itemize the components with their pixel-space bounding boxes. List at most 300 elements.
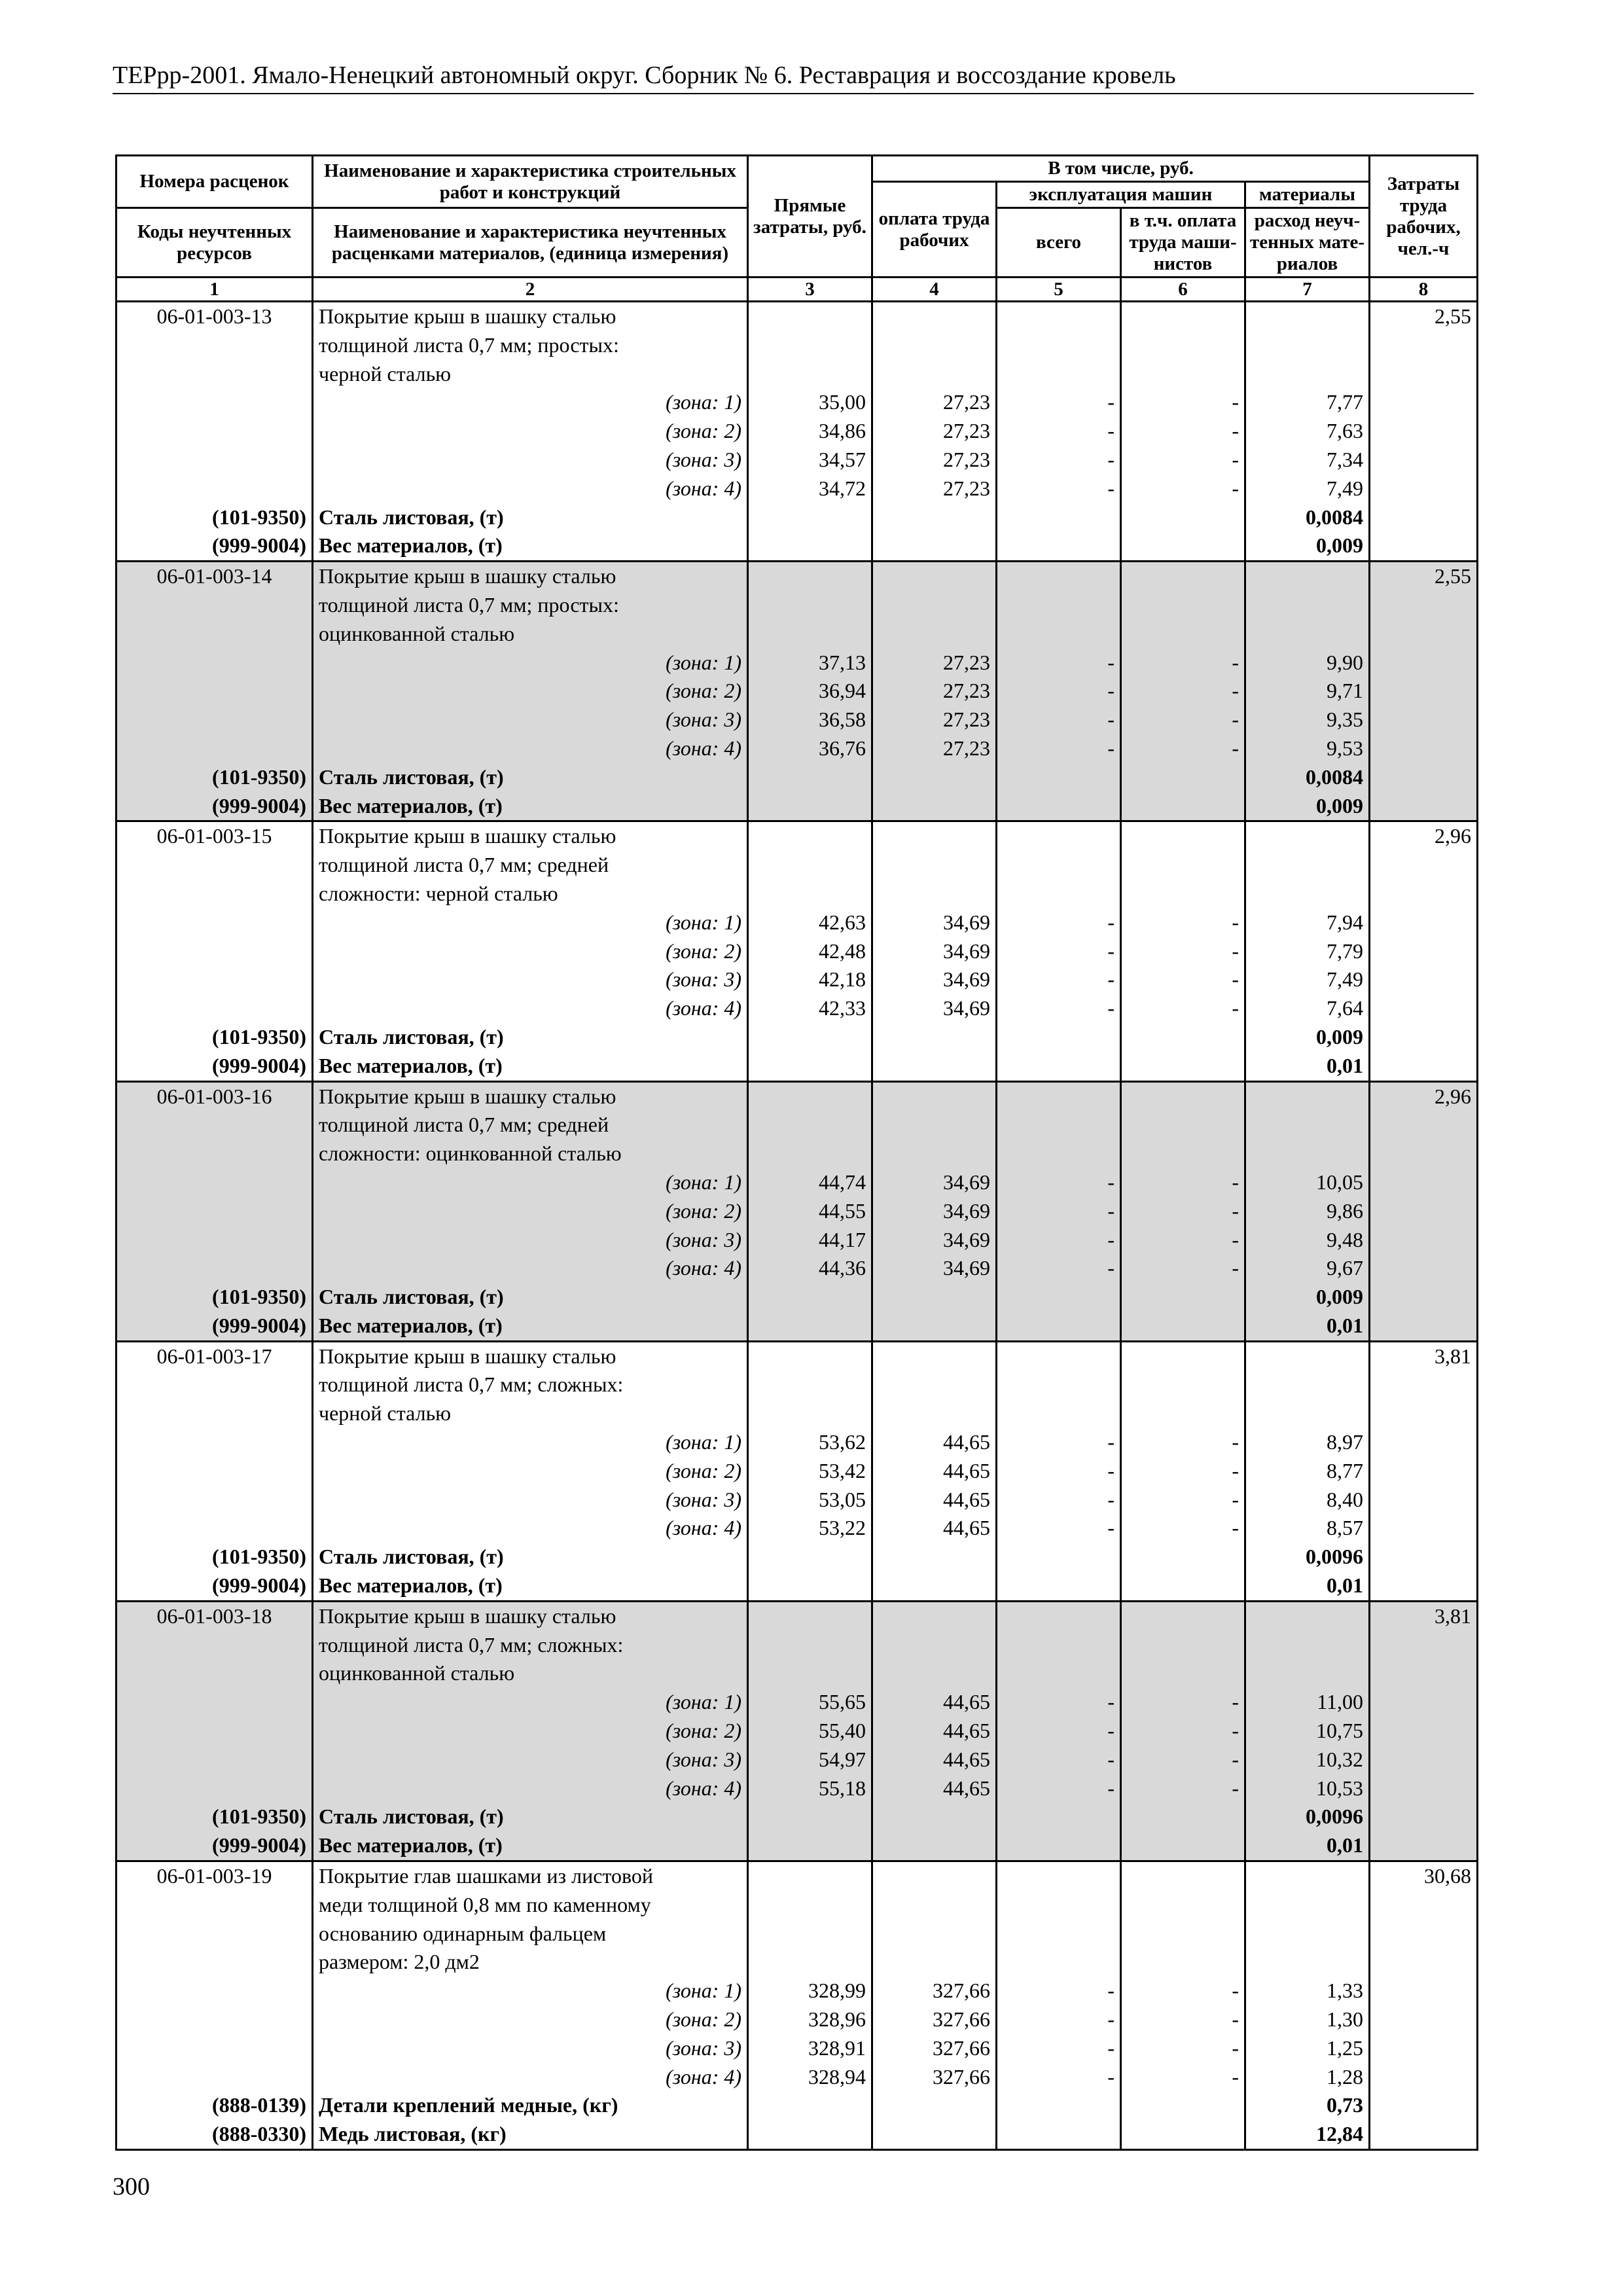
zone-label: (зона: 2) <box>313 417 748 446</box>
table-row <box>116 1052 1478 1081</box>
table-row <box>116 1948 1478 1977</box>
zone-label: (зона: 3) <box>313 1226 748 1255</box>
wages-cost: 34,69 <box>872 965 997 994</box>
table-row <box>116 446 1478 475</box>
wages-cost: 27,23 <box>872 475 997 503</box>
labor-cost: 2,96 <box>1370 1081 1478 1111</box>
empty-cell <box>116 1977 313 2005</box>
rate-code: 06-01-003-18 <box>116 1601 313 1630</box>
machines-cost: - <box>997 649 1121 677</box>
empty-cell <box>872 331 997 360</box>
materials-cost: 7,49 <box>1245 475 1370 503</box>
empty-cell <box>872 1631 997 1660</box>
header-kody: Коды неучтенных ресурсов <box>116 208 313 278</box>
table-row <box>116 1023 1478 1052</box>
materials-cost: 1,33 <box>1245 1977 1370 2005</box>
empty-cell <box>997 1659 1121 1688</box>
rate-code: 06-01-003-19 <box>116 1861 313 1891</box>
labor-cost <box>1370 1948 1478 1977</box>
column-number: 6 <box>1121 278 1245 302</box>
machines-cost: - <box>997 2063 1121 2092</box>
resource-amount: 0,01 <box>1245 1571 1370 1601</box>
table-row <box>116 1139 1478 1168</box>
machines-cost: - <box>997 2005 1121 2034</box>
empty-cell <box>1121 591 1245 620</box>
table-row <box>116 994 1478 1023</box>
rate-description-line: основанию одинарным фальцем <box>313 1920 748 1948</box>
empty-cell <box>872 792 997 821</box>
empty-cell <box>1370 1226 1478 1255</box>
empty-cell <box>748 1371 872 1399</box>
empty-cell <box>116 994 313 1023</box>
header-naim-materials: Наименование и характеристика неучтенных расценками материалов, (единица измерения) <box>313 208 748 278</box>
empty-cell <box>748 1571 872 1601</box>
empty-cell <box>1370 763 1478 792</box>
empty-cell <box>997 1920 1121 1948</box>
empty-cell <box>748 821 872 851</box>
machinist-cost: - <box>1121 1428 1245 1457</box>
empty-cell <box>116 1688 313 1717</box>
wages-cost: 27,23 <box>872 388 997 417</box>
machinist-cost: - <box>1121 417 1245 446</box>
empty-cell <box>1121 1803 1245 1831</box>
rate-description-line: оцинкованной сталью <box>313 1659 748 1688</box>
materials-cost: 10,32 <box>1245 1746 1370 1774</box>
resource-amount: 0,0084 <box>1245 503 1370 532</box>
empty-cell <box>1121 1601 1245 1630</box>
materials-cost: 7,49 <box>1245 965 1370 994</box>
machines-cost: - <box>997 1168 1121 1197</box>
zone-label: (зона: 2) <box>313 937 748 966</box>
zone-label: (зона: 2) <box>313 677 748 706</box>
rate-description-line: черной сталью <box>313 360 748 389</box>
rate-code <box>116 1920 313 1948</box>
resource-name: Детали креплений медные, (кг) <box>313 2091 748 2120</box>
empty-cell <box>872 1571 997 1601</box>
table-row <box>116 1457 1478 1486</box>
empty-cell <box>1245 1399 1370 1428</box>
direct-cost: 36,76 <box>748 734 872 763</box>
labor-cost: 2,55 <box>1370 562 1478 591</box>
empty-cell <box>116 1514 313 1543</box>
zone-label: (зона: 1) <box>313 649 748 677</box>
materials-cost: 7,64 <box>1245 994 1370 1023</box>
empty-cell <box>116 937 313 966</box>
empty-cell <box>872 302 997 331</box>
empty-cell <box>1121 821 1245 851</box>
empty-cell <box>1245 880 1370 908</box>
empty-cell <box>1370 2091 1478 2120</box>
rate-code <box>116 851 313 880</box>
empty-cell <box>997 1139 1121 1168</box>
empty-cell <box>997 851 1121 880</box>
zone-label: (зона: 1) <box>313 1688 748 1717</box>
materials-cost: 7,63 <box>1245 417 1370 446</box>
empty-cell <box>116 965 313 994</box>
empty-cell <box>748 1948 872 1977</box>
empty-cell <box>872 1052 997 1081</box>
table-row <box>116 531 1478 561</box>
table-row <box>116 417 1478 446</box>
table-row <box>116 1341 1478 1371</box>
empty-cell <box>997 503 1121 532</box>
empty-cell <box>872 1081 997 1111</box>
rate-description-line: толщиной листа 0,7 мм; простых: <box>313 331 748 360</box>
wages-cost: 34,69 <box>872 1197 997 1226</box>
empty-cell <box>872 880 997 908</box>
resource-name: Вес материалов, (т) <box>313 531 748 561</box>
column-number: 8 <box>1370 278 1478 302</box>
table-row <box>116 1428 1478 1457</box>
empty-cell <box>872 1831 997 1861</box>
empty-cell <box>748 503 872 532</box>
zone-label: (зона: 3) <box>313 1486 748 1515</box>
empty-cell <box>1121 763 1245 792</box>
empty-cell <box>1370 446 1478 475</box>
empty-cell <box>997 1831 1121 1861</box>
empty-cell <box>1245 1861 1370 1891</box>
header-vsego: всего <box>997 208 1121 278</box>
page-number: 300 <box>113 2173 150 2200</box>
direct-cost: 53,05 <box>748 1486 872 1515</box>
empty-cell <box>872 1891 997 1920</box>
machines-cost: - <box>997 1514 1121 1543</box>
empty-cell <box>1370 1543 1478 1571</box>
rate-code <box>116 620 313 649</box>
empty-cell <box>748 1312 872 1341</box>
empty-cell <box>1245 1601 1370 1630</box>
empty-cell <box>1370 1688 1478 1717</box>
empty-cell <box>1121 1052 1245 1081</box>
machines-cost: - <box>997 417 1121 446</box>
zone-label: (зона: 4) <box>313 734 748 763</box>
machines-cost: - <box>997 388 1121 417</box>
empty-cell <box>1370 1831 1478 1861</box>
resource-amount: 0,0084 <box>1245 763 1370 792</box>
materials-cost: 10,05 <box>1245 1168 1370 1197</box>
resource-name: Сталь листовая, (т) <box>313 503 748 532</box>
empty-cell <box>872 1283 997 1312</box>
machines-cost: - <box>997 1197 1121 1226</box>
machinist-cost: - <box>1121 1514 1245 1543</box>
table-row <box>116 1571 1478 1601</box>
header-vtom: В том числе, руб. <box>872 156 1370 182</box>
rate-code <box>116 591 313 620</box>
empty-cell <box>1370 2034 1478 2063</box>
empty-cell <box>1245 331 1370 360</box>
empty-cell <box>1245 1081 1370 1111</box>
rate-code <box>116 1371 313 1399</box>
table-row <box>116 1312 1478 1341</box>
resource-name: Сталь листовая, (т) <box>313 1543 748 1571</box>
empty-cell <box>1370 677 1478 706</box>
table-row <box>116 908 1478 937</box>
rate-code: 06-01-003-13 <box>116 302 313 331</box>
empty-cell <box>1121 1831 1245 1861</box>
wages-cost: 44,65 <box>872 1774 997 1803</box>
materials-cost: 9,86 <box>1245 1197 1370 1226</box>
machinist-cost: - <box>1121 649 1245 677</box>
materials-cost: 11,00 <box>1245 1688 1370 1717</box>
empty-cell <box>872 562 997 591</box>
machines-cost: - <box>997 475 1121 503</box>
empty-cell <box>997 531 1121 561</box>
direct-cost: 34,57 <box>748 446 872 475</box>
machines-cost: - <box>997 1428 1121 1457</box>
machinist-cost: - <box>1121 994 1245 1023</box>
empty-cell <box>748 562 872 591</box>
resource-name: Медь листовая, (кг) <box>313 2120 748 2149</box>
empty-cell <box>1370 1571 1478 1601</box>
page-header-title: ТЕРрр-2001. Ямало-Ненецкий автономный округ. Сборник № 6. Реставрация и воссоздание кровель <box>113 60 1474 94</box>
empty-cell <box>997 1312 1121 1341</box>
wages-cost: 44,65 <box>872 1457 997 1486</box>
empty-cell <box>997 1283 1121 1312</box>
table-row <box>116 1543 1478 1571</box>
empty-cell <box>1370 1457 1478 1486</box>
machinist-cost: - <box>1121 734 1245 763</box>
resource-code: (999-9004) <box>116 1312 313 1341</box>
empty-cell <box>748 1920 872 1948</box>
machinist-cost: - <box>1121 2005 1245 2034</box>
resource-code: (101-9350) <box>116 503 313 532</box>
labor-cost <box>1370 1891 1478 1920</box>
empty-cell <box>1370 2005 1478 2034</box>
machinist-cost: - <box>1121 1197 1245 1226</box>
rate-description-line: толщиной листа 0,7 мм; средней <box>313 1111 748 1139</box>
empty-cell <box>872 1111 997 1139</box>
empty-cell <box>748 1341 872 1371</box>
empty-cell <box>1370 1052 1478 1081</box>
empty-cell <box>872 1543 997 1571</box>
empty-cell <box>872 1803 997 1831</box>
empty-cell <box>1121 1283 1245 1312</box>
empty-cell <box>997 1023 1121 1052</box>
resource-code: (101-9350) <box>116 1543 313 1571</box>
empty-cell <box>997 880 1121 908</box>
empty-cell <box>997 562 1121 591</box>
column-number: 7 <box>1245 278 1370 302</box>
machines-cost: - <box>997 706 1121 734</box>
empty-cell <box>1370 1514 1478 1543</box>
table-row <box>116 360 1478 389</box>
empty-cell <box>997 302 1121 331</box>
zone-label: (зона: 3) <box>313 706 748 734</box>
empty-cell <box>872 531 997 561</box>
empty-cell <box>748 1631 872 1660</box>
direct-cost: 36,58 <box>748 706 872 734</box>
zone-label: (зона: 2) <box>313 1457 748 1486</box>
machines-cost: - <box>997 2034 1121 2063</box>
empty-cell <box>1370 1312 1478 1341</box>
table-row <box>116 331 1478 360</box>
empty-cell <box>748 1831 872 1861</box>
labor-cost <box>1370 1399 1478 1428</box>
empty-cell <box>1121 851 1245 880</box>
machines-cost: - <box>997 1746 1121 1774</box>
labor-cost <box>1370 331 1478 360</box>
resource-amount: 0,009 <box>1245 1283 1370 1312</box>
empty-cell <box>748 531 872 561</box>
table-row <box>116 562 1478 591</box>
empty-cell <box>997 1081 1121 1111</box>
empty-cell <box>1370 734 1478 763</box>
empty-cell <box>1121 1341 1245 1371</box>
materials-cost: 7,79 <box>1245 937 1370 966</box>
table-body <box>116 302 1478 2150</box>
zone-label: (зона: 4) <box>313 1514 748 1543</box>
rate-description-line: сложности: черной сталью <box>313 880 748 908</box>
machinist-cost: - <box>1121 1717 1245 1746</box>
empty-cell <box>1370 937 1478 966</box>
empty-cell <box>1370 475 1478 503</box>
rate-code <box>116 331 313 360</box>
empty-cell <box>1370 1717 1478 1746</box>
column-number: 4 <box>872 278 997 302</box>
table-row <box>116 1861 1478 1891</box>
empty-cell <box>116 2063 313 2092</box>
zone-label: (зона: 2) <box>313 1717 748 1746</box>
wages-cost: 27,23 <box>872 649 997 677</box>
wages-cost: 34,69 <box>872 908 997 937</box>
resource-code: (888-0330) <box>116 2120 313 2149</box>
table-row <box>116 1977 1478 2005</box>
empty-cell <box>1121 1371 1245 1399</box>
empty-cell <box>997 1111 1121 1139</box>
wages-cost: 327,66 <box>872 2034 997 2063</box>
direct-cost: 55,65 <box>748 1688 872 1717</box>
resource-code: (888-0139) <box>116 2091 313 2120</box>
direct-cost: 44,74 <box>748 1168 872 1197</box>
table-row <box>116 880 1478 908</box>
header-materialy: материалы <box>1245 182 1370 208</box>
table-row <box>116 2091 1478 2120</box>
empty-cell <box>1370 1197 1478 1226</box>
rate-description-line: Покрытие глав шашками из листовой <box>313 1861 748 1891</box>
table-row <box>116 1168 1478 1197</box>
empty-cell <box>1245 851 1370 880</box>
empty-cell <box>997 1948 1121 1977</box>
empty-cell <box>1370 908 1478 937</box>
empty-cell <box>1370 1254 1478 1283</box>
empty-cell <box>1121 1399 1245 1428</box>
resource-code: (101-9350) <box>116 763 313 792</box>
empty-cell <box>872 851 997 880</box>
empty-cell <box>116 475 313 503</box>
materials-cost: 10,75 <box>1245 1717 1370 1746</box>
wages-cost: 44,65 <box>872 1688 997 1717</box>
empty-cell <box>116 1774 313 1803</box>
wages-cost: 44,65 <box>872 1514 997 1543</box>
wages-cost: 34,69 <box>872 994 997 1023</box>
resource-amount: 0,009 <box>1245 792 1370 821</box>
empty-cell <box>997 763 1121 792</box>
empty-cell <box>872 763 997 792</box>
resource-amount: 0,009 <box>1245 1023 1370 1052</box>
direct-cost: 42,33 <box>748 994 872 1023</box>
zone-label: (зона: 2) <box>313 2005 748 2034</box>
wages-cost: 44,65 <box>872 1746 997 1774</box>
header-ekspl: эксплуатация машин <box>997 182 1245 208</box>
labor-cost <box>1370 880 1478 908</box>
table-row <box>116 620 1478 649</box>
resource-amount: 0,01 <box>1245 1831 1370 1861</box>
table-row <box>116 1399 1478 1428</box>
empty-cell <box>1121 1861 1245 1891</box>
direct-cost: 53,42 <box>748 1457 872 1486</box>
direct-cost: 54,97 <box>748 1746 872 1774</box>
labor-cost <box>1370 360 1478 389</box>
empty-cell <box>116 908 313 937</box>
rate-description-line: Покрытие крыш в шашку сталью <box>313 821 748 851</box>
empty-cell <box>872 1601 997 1630</box>
header-rashod: расход неуч-тенных мате-риалов <box>1245 208 1370 278</box>
rate-description-line: оцинкованной сталью <box>313 620 748 649</box>
empty-cell <box>1121 1081 1245 1111</box>
empty-cell <box>1245 1371 1370 1399</box>
rate-description-line: Покрытие крыш в шашку сталью <box>313 1081 748 1111</box>
resource-amount: 12,84 <box>1245 2120 1370 2149</box>
machinist-cost: - <box>1121 1688 1245 1717</box>
empty-cell <box>997 1341 1121 1371</box>
wages-cost: 44,65 <box>872 1486 997 1515</box>
machinist-cost: - <box>1121 1226 1245 1255</box>
empty-cell <box>997 1803 1121 1831</box>
table-row <box>116 1831 1478 1861</box>
materials-cost: 7,94 <box>1245 908 1370 937</box>
materials-cost: 8,77 <box>1245 1457 1370 1486</box>
table-row <box>116 1371 1478 1399</box>
zone-label: (зона: 4) <box>313 475 748 503</box>
labor-cost <box>1370 1111 1478 1139</box>
materials-cost: 9,67 <box>1245 1254 1370 1283</box>
machines-cost: - <box>997 677 1121 706</box>
empty-cell <box>1121 1543 1245 1571</box>
empty-cell <box>1370 706 1478 734</box>
rate-description-line: толщиной листа 0,7 мм; сложных: <box>313 1631 748 1660</box>
machinist-cost: - <box>1121 1457 1245 1486</box>
direct-cost: 53,22 <box>748 1514 872 1543</box>
machinist-cost: - <box>1121 1168 1245 1197</box>
materials-cost: 9,48 <box>1245 1226 1370 1255</box>
empty-cell <box>748 591 872 620</box>
table-row <box>116 792 1478 821</box>
table-row <box>116 1226 1478 1255</box>
empty-cell <box>1245 1891 1370 1920</box>
materials-cost: 8,97 <box>1245 1428 1370 1457</box>
resource-name: Сталь листовая, (т) <box>313 1283 748 1312</box>
empty-cell <box>116 1168 313 1197</box>
empty-cell <box>872 1399 997 1428</box>
rate-description-line: Покрытие крыш в шашку сталью <box>313 302 748 331</box>
table-row <box>116 937 1478 966</box>
resource-name: Вес материалов, (т) <box>313 1571 748 1601</box>
direct-cost: 34,72 <box>748 475 872 503</box>
empty-cell <box>872 1139 997 1168</box>
machines-cost: - <box>997 1486 1121 1515</box>
direct-cost: 42,63 <box>748 908 872 937</box>
rate-description-line: сложности: оцинкованной сталью <box>313 1139 748 1168</box>
column-number: 5 <box>997 278 1121 302</box>
resource-amount: 0,009 <box>1245 531 1370 561</box>
direct-cost: 42,48 <box>748 937 872 966</box>
empty-cell <box>1245 1341 1370 1371</box>
empty-cell <box>1121 1891 1245 1920</box>
empty-cell <box>997 620 1121 649</box>
zone-label: (зона: 1) <box>313 388 748 417</box>
table-row <box>116 677 1478 706</box>
empty-cell <box>1121 1920 1245 1948</box>
